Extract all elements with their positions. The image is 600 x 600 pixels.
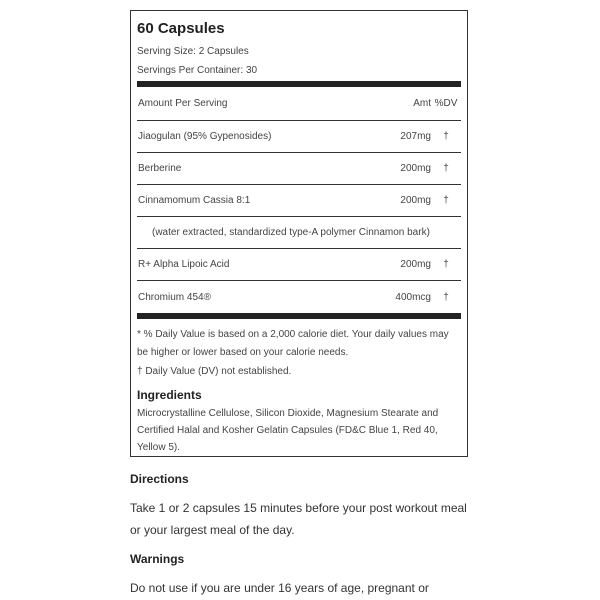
nutrient-dv: † xyxy=(443,163,449,174)
table-header xyxy=(137,87,461,121)
cinnamon-note: (water extracted, standardized type-A polymer Cinnamon bark) xyxy=(137,217,461,249)
directions-section xyxy=(130,472,470,541)
header-amount-per-serving: Amount Per Serving xyxy=(138,98,228,109)
nutrient-dv: † xyxy=(443,259,449,270)
ingredients-heading: Ingredients xyxy=(137,388,202,402)
nutrient-amount: 400mcg xyxy=(395,291,431,303)
warnings-text: Do not use if you are under 16 years of age, pregnant or xyxy=(130,581,429,595)
capsule-count-title: 60 Capsules xyxy=(137,20,225,37)
nutrient-name: Cinnamomum Cassia 8:1 xyxy=(138,195,251,206)
nutrient-amount: 207mg xyxy=(400,131,431,142)
table-row xyxy=(137,153,461,185)
nutrient-dv: † xyxy=(443,291,449,303)
divider-thick-bottom xyxy=(137,313,461,319)
warnings-section xyxy=(130,552,470,599)
warnings-heading: Warnings xyxy=(130,552,185,566)
nutrient-amount: 200mg xyxy=(400,259,431,270)
table-row xyxy=(137,281,461,313)
nutrient-dv: † xyxy=(443,195,449,206)
directions-text: Take 1 or 2 capsules 15 minutes before your post workout meal or your largest meal of the day. xyxy=(130,501,467,537)
nutrient-name: Berberine xyxy=(138,163,182,174)
servings-per-container: Servings Per Container: 30 xyxy=(137,65,258,76)
table-row xyxy=(137,185,461,217)
nutrient-name: Jiaogulan (95% Gypenosides) xyxy=(138,131,272,142)
header-dv: %DV xyxy=(434,98,458,109)
nutrient-amount: 200mg xyxy=(400,195,431,206)
nutrient-amount: 200mg xyxy=(400,163,431,174)
nutrient-name: R+ Alpha Lipoic Acid xyxy=(138,259,230,270)
table-row xyxy=(137,249,461,281)
supplement-facts-panel xyxy=(130,10,468,457)
header-amt: Amt xyxy=(413,98,431,109)
table-row xyxy=(137,121,461,153)
serving-size: Serving Size: 2 Capsules xyxy=(137,46,249,57)
ingredients-text: Microcrystalline Cellulose, Silicon Dioxide, Magnesium Stearate and Certified Halal and Kosher Gelatin Capsules (FD&C Blue 1, Red 40, Yellow 5). xyxy=(137,408,439,453)
daily-value-footnote: * % Daily Value is based on a 2,000 calorie diet. Your daily values may be higher or lower based on your calorie needs. xyxy=(137,329,449,358)
dv-not-established-footnote: † Daily Value (DV) not established. xyxy=(137,366,292,377)
nutrient-name: Chromium 454® xyxy=(138,291,211,303)
nutrient-dv: † xyxy=(443,131,449,142)
directions-heading: Directions xyxy=(130,472,189,486)
